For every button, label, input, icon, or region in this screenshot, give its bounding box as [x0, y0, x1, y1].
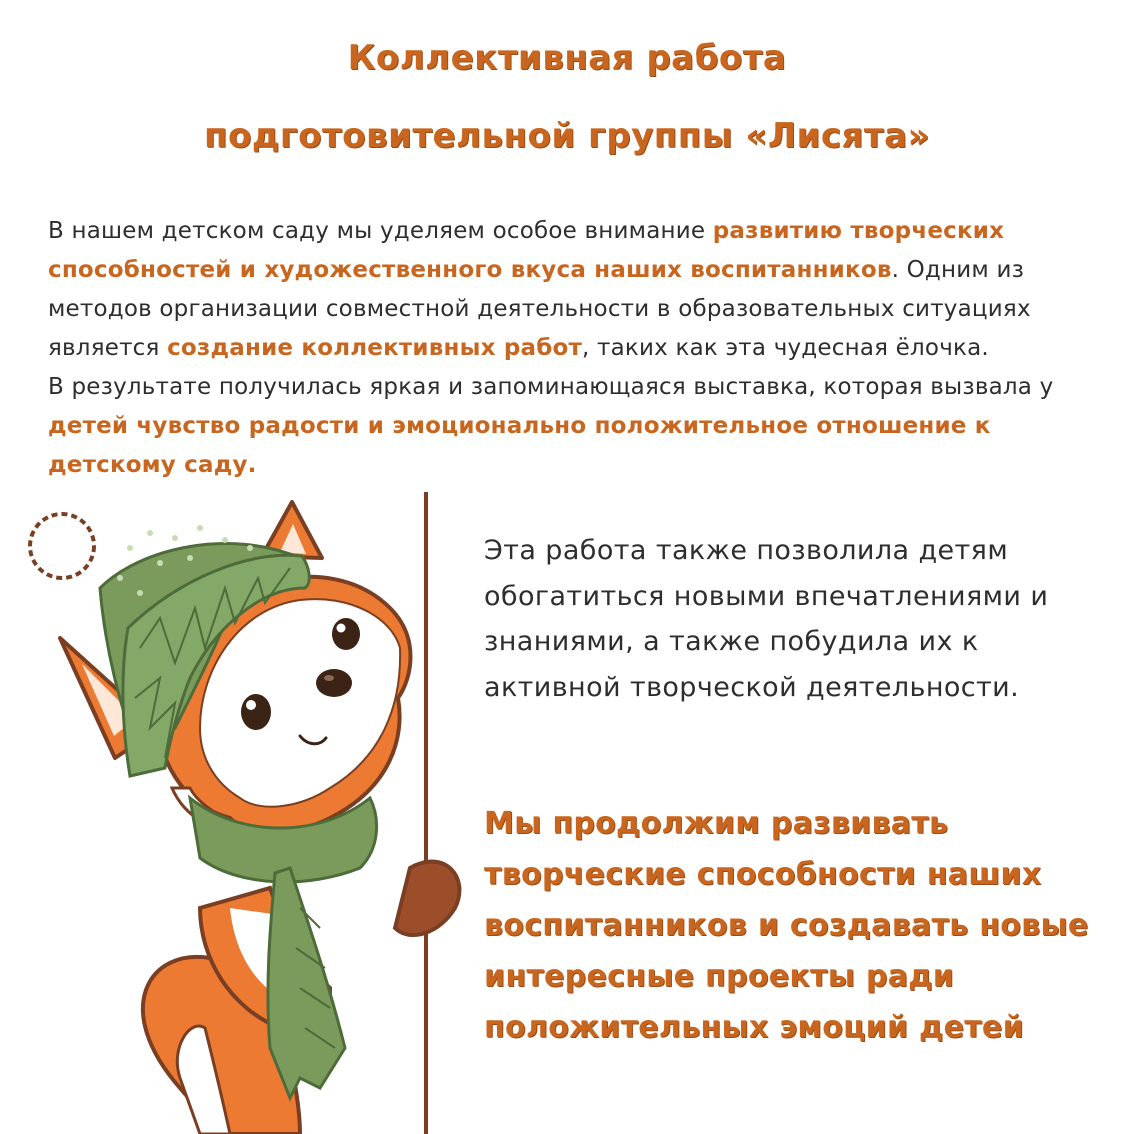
closing-paragraph: Мы продолжим развивать творческие способности наших воспитанников и создавать новые интересные проекты ради положительных эмоций детей [484, 806, 1089, 1045]
second-paragraph: Эта работа также позволила детям обогатиться новыми впечатлениями и знаниями, а также побудила их к активной творческой деятельности. [484, 535, 1049, 703]
intro-text-4: В результате получилась яркая и запоминающаяся выставка, которая вызвала у [48, 374, 1054, 400]
page-title: Коллективная работа [347, 38, 787, 78]
intro-highlight-3: детей чувство радости и эмоционально положительное отношение к детскому саду. [48, 413, 991, 478]
intro-highlight-2: создание коллективных работ [167, 335, 583, 361]
fox-in-winter-hat-icon [0, 488, 470, 1134]
intro-text-1: В нашем детском саду мы уделяем особое внимание [48, 218, 713, 244]
intro-paragraph [48, 212, 1094, 485]
page-subtitle: подготовительной группы «Лисята» [204, 116, 930, 156]
intro-highlight-1: развитию творческих способностей и художественного вкуса наших воспитанников [48, 218, 1005, 283]
intro-text-3: , таких как эта чудесная ёлочка. [582, 335, 989, 361]
intro-text-2: . Одним из методов организации совместной деятельности в образовательных ситуациях является [48, 257, 1031, 361]
